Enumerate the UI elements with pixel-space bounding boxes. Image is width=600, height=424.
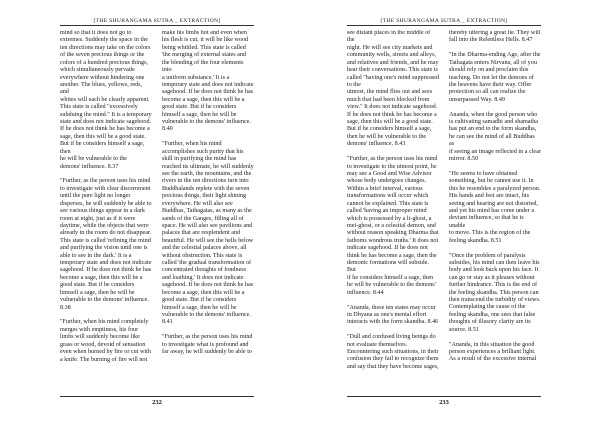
header-rule <box>347 25 541 26</box>
paragraph: "Further, when his mind completely merges with emptiness, his four limbs will suddenly become like grass or wood, devoid of sensation even when burned by fire or cut with a knife. The burning of fire will not <box>60 319 151 363</box>
paragraph: mind so that it does not go to extremes. Suddenly the space in the ten directions may take on the colors of the seven precious things or the colors of a hundred precious things, which simultaneously pervade everywhere without hindering one another. The blues, yellows, reds, and whites will each be clearly apparent. This state is called "excessively subduing the mind." It is a temporary state and does not indicate sagehood. If he does not think he has become a sage, then this will be a good state. But if he considers himself a sage, then he will be vulnerable to the demons' influence. 8.37 <box>60 30 152 170</box>
paragraph: "Further, as the person uses his mind to investigate what is profound and far away, he will suddenly be able to <box>162 334 253 356</box>
text-column-2 <box>449 30 541 396</box>
page-body <box>347 30 541 396</box>
footer-rule <box>60 396 254 397</box>
page-number: 232 <box>152 399 162 406</box>
paragraph: "Further, as the person uses his mind to investigate to the utmost point, he may see a Good and Wise Advisor whose body undergoes changes. Within a brief interval, various transformations will occur which cannot be explained. This state is called 'having an improper mind which is possessed by a li-ghost, a mei-ghost, or a celestial demon, and without reason speaking Dharma that fathoms wondrous truths.' It does not indicate sagehood. If he does not think he has become a sage, then the demonic formations will subside. But if he considers himself a sage, then he will be vulnerable to the demons' influence. 8.44 <box>347 156 439 296</box>
paragraph: "Once the problem of paralysis subsides, his mind can then leave his body and look back upon his face. It can go or stay as it pleases without further hindrance. This is the end of the feeling skandha. This person can then transcend the turbidity of views. Contemplating the cause of the feeling skandha, one sees that false thoughts of illusory clarity are its source. 8.51 <box>449 252 541 333</box>
footer-rule <box>347 396 541 397</box>
paragraph: make his limbs hot and even when his flesh is cut, it will be like wood being whittled. This state is called 'the merging of external states and the blending of the four elements into a uniform substance.' It is a temporary state and does not indicate sagehood. If he does not think he has become a sage, then this will be a good state. But if he considers himself a sage, then he will be vulnerable to the demons' influence. 8.40 <box>162 30 254 133</box>
paragraph: thereby uttering a great lie. They will fall into the Relentless Hells. 8.47 <box>449 30 541 44</box>
text-column-2 <box>162 30 254 396</box>
right-page <box>300 0 600 424</box>
page-body <box>60 30 254 396</box>
paragraph: "Ananda, in this situation the good person experiences a brilliant light. As a result of the excessive internal <box>449 341 537 363</box>
page-number: 233 <box>439 399 449 406</box>
paragraph: "Further, as the person uses his mind to investigate with clear discernment until the pure light no longer disperses, he will suddenly be able to see various things appear in a dark room at night, just as if it were daytime, while the objects that were already in the room do not disappear. This state is called 'refining the mind and purifying the vision until one is able to see in the dark.' It is a temporary state and does not indicate sagehood. If he does not think he has become a sage, then this will be a good state. But if he considers himself a sage, then he will be vulnerable to the demons' influence. 8.38 <box>60 178 152 311</box>
paragraph: "In the Dharma-ending Age, after the Tathagata enters Nirvana, all of you should rely on and proclaim this teaching. Do not let the demons of the heavens have their way. Offer protection so all can realize the unsurpassed Way. 8.49 <box>449 52 541 103</box>
text-column-1 <box>347 30 439 396</box>
paragraph: "Dull and confused living beings do not evaluate themselves. Encountering such situations, in their confusion they fail to recognize them and say that they have become sages, <box>347 334 439 370</box>
paragraph: "Ananda, these ten states may occur in Dhyana as one's mental effort interacts with the form skandha. 8.46 <box>347 304 439 326</box>
header-rule <box>60 25 254 26</box>
paragraph: "He seems to have obtained something, but he cannot use it. In this he resembles a paralyzed person. His hands and feet are intact, his seeing and hearing are not distorted, and yet his mind has come under a deviant influence, so that he is unable to move. This is the region of the feeling skandha. 8.51 <box>449 170 541 244</box>
paragraph: see distant places in the middle of the night. He will see city markets and community wells, streets and alleys, and relatives and friends, and he may hear their conversations. This state is called "having one's mind suppressed to the utmost, the mind flies out and sees much that had been blocked from view." It does not indicate sagehood. If he does not think he has become a sage, then this will be a good state. But if he considers himself a sage, then he will be vulnerable to the demons' influence. 8.43 <box>347 30 439 148</box>
paragraph: Ananda, when the good person who is cultivating samadhi and shamatha has put an end to the form skandha, he can see the mind of all Buddhas as if seeing an image reflected in a clear mirror. 8.50 <box>449 111 541 163</box>
text-column-1 <box>60 30 152 396</box>
paragraph: "Further, when his mind accomplishes such purity that his skill in purifying the mind has reached its ultimate, he will suddenly see the earth, the mountains, and the rivers in the ten directions turn into Buddhalands replete with the seven precious things, their light shining everywhere. He will also see Buddhas, Tathagatas, as many as the sands of the Ganges, filling all of space. He will also see pavilions and palaces that are resplendent and beautiful. He will see the hells below and the celestial palaces above, all without obstruction. This state is called 'the gradual transformation of concentrated thoughts of fondness and loathing.' It does not indicate sagehood. If he does not think he has become a sage, then this will be a good state. But if he considers himself a sage, then he will be vulnerable to the demons' influence. 8.41 <box>162 141 254 326</box>
running-header: [THE SHURANGAMA SUTRA _ EXTRACTION] <box>380 18 508 24</box>
running-header: [THE SHURANGAMA SUTRA _ EXTRACTION] <box>93 18 221 24</box>
